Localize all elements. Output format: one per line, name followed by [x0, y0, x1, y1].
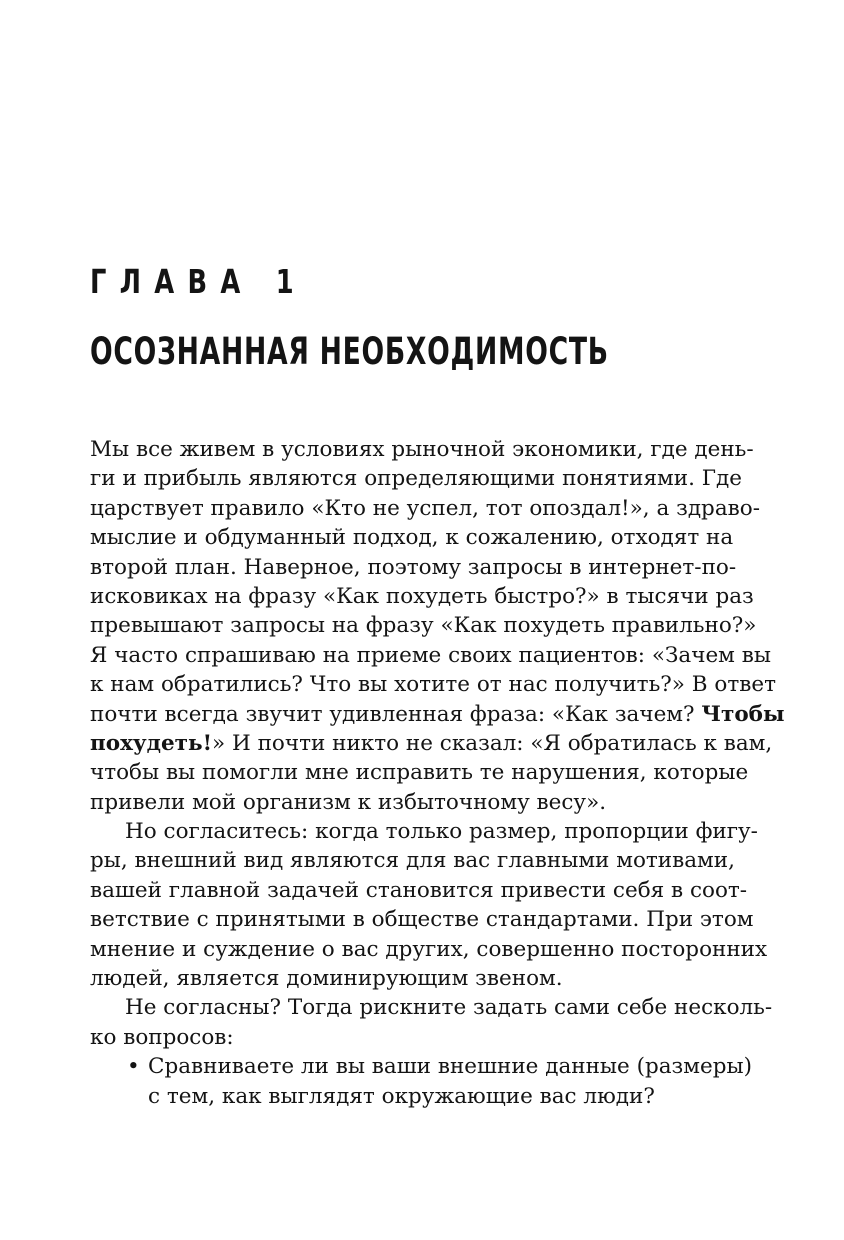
- text-line: мыслие и обдуманный подход, к сожалению, отходят на: [90, 525, 734, 551]
- text-line: к нам обратились? Что вы хотите от нас получить?» В ответ: [90, 672, 776, 698]
- text-span: Сравниваете ли вы ваши внешние данные (размеры): [148, 1054, 752, 1080]
- text-line: [90, 1052, 752, 1081]
- list-item: [90, 1052, 752, 1111]
- text-line: Но согласитесь: когда только размер, пропорции фигу-: [125, 819, 758, 845]
- paragraph-1: [90, 435, 785, 817]
- emphasis-text: Чтобы: [701, 701, 785, 727]
- text-line: царствует правило «Кто не успел, тот опоздал!», а здраво-: [90, 495, 760, 521]
- text-line: чтобы вы помогли мне исправить те нарушения, которые: [90, 760, 749, 786]
- text-line: людей, является доминирующим звеном.: [90, 966, 563, 992]
- text-line: ги и прибыль являются определяющими понятиями. Где: [90, 466, 742, 492]
- text-span: почти всегда звучит удивленная фраза: «Как зачем?: [90, 701, 702, 727]
- text-span: » И почти никто не сказал: «Я обратилась к вам,: [212, 730, 773, 756]
- emphasis-text: похудеть!: [90, 730, 213, 756]
- body-text: [90, 435, 785, 1111]
- paragraph-3: [90, 993, 773, 1052]
- chapter-title: ОСОЗНАННАЯ НЕОБХОДИМОСТЬ: [90, 330, 609, 373]
- text-line: Не согласны? Тогда рискните задать сами себе несколь-: [125, 995, 773, 1021]
- text-line: с тем, как выглядят окружающие вас люди?: [148, 1083, 655, 1109]
- text-line: [90, 729, 773, 758]
- text-line: вашей главной задачей становится привести себя в соот-: [90, 877, 748, 903]
- text-line: Я часто спрашиваю на приеме своих пациентов: «Зачем вы: [90, 642, 771, 668]
- bullet-list: [90, 1052, 752, 1111]
- text-line: исковиках на фразу «Как похудеть быстро?» в тысячи раз: [90, 583, 754, 609]
- text-line: [90, 700, 785, 729]
- text-line: второй план. Наверное, поэтому запросы в интернет-по-: [90, 554, 737, 580]
- text-line: превышают запросы на фразу «Как похудеть правильно?»: [90, 613, 757, 639]
- paragraph-2: [90, 817, 768, 993]
- text-line: мнение и суждение о вас других, совершенно посторонних: [90, 936, 768, 962]
- bullet-icon: •: [127, 1054, 140, 1080]
- text-line: ветствие с принятыми в обществе стандартами. При этом: [90, 907, 754, 933]
- chapter-label: ГЛАВА 1: [90, 262, 307, 301]
- text-line: Мы все живем в условиях рыночной экономики, где день-: [90, 437, 754, 462]
- text-line: привели мой организм к избыточному весу».: [90, 789, 607, 815]
- text-line: ры, внешний вид являются для вас главными мотивами,: [90, 848, 735, 874]
- text-line: ко вопросов:: [90, 1024, 234, 1050]
